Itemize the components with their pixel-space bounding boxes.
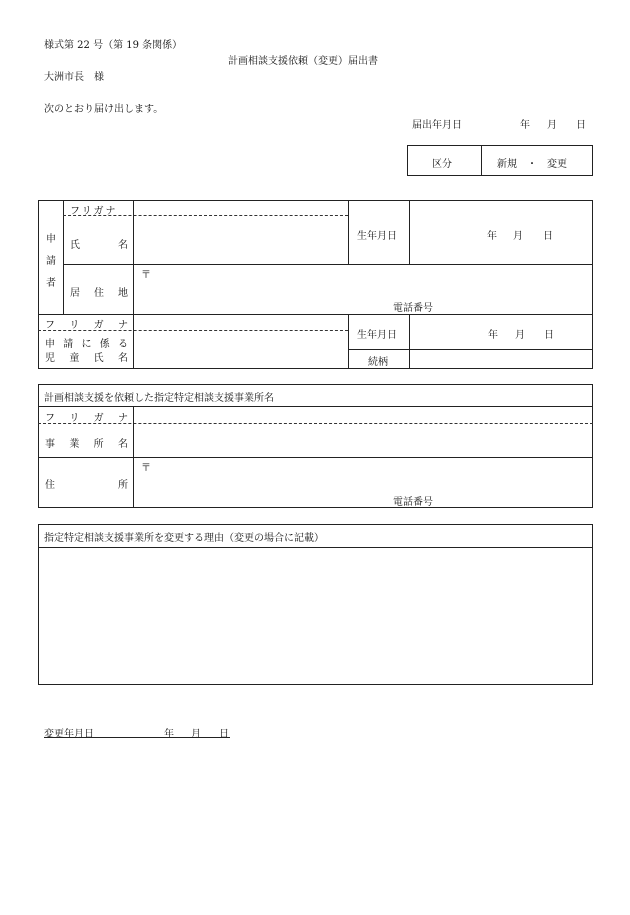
office-name-label: 事 業 所 名 (45, 439, 128, 450)
reason-text-field[interactable] (40, 549, 590, 683)
child-furigana-field[interactable] (135, 315, 346, 329)
applicant-birth-day[interactable]: 日 (543, 231, 553, 242)
change-date-label: 変更年月日 (44, 729, 94, 740)
applicant-group-char-1: 申 (46, 234, 56, 245)
office-furigana-label: フ リ ガ ナ (45, 413, 128, 424)
applicant-birth-label: 生年月日 (357, 231, 397, 242)
change-date-month[interactable]: 月 (191, 729, 201, 740)
office-furigana-field[interactable] (135, 408, 591, 422)
intro-text: 次のとおり届け出します。 (44, 104, 164, 115)
applicant-group-char-2: 請 (46, 256, 56, 267)
applicant-postal-mark: 〒 (141, 270, 151, 281)
submission-date-day[interactable]: 日 (576, 120, 586, 131)
office-header: 計画相談支援を依頼した指定特定相談支援事業所名 (44, 393, 274, 404)
child-name-field[interactable] (135, 332, 346, 368)
applicant-address-field[interactable] (155, 266, 585, 296)
change-date-year[interactable]: 年 (164, 729, 174, 740)
applicant-name-field[interactable] (135, 217, 346, 263)
addressee: 大洲市長 様 (44, 72, 104, 83)
applicant-birth-year[interactable]: 年 (487, 231, 497, 242)
child-relation-field[interactable] (411, 351, 591, 367)
office-name-field[interactable] (135, 425, 591, 456)
child-name-label-line1: 申 請 に 係 る (45, 339, 128, 350)
document-title: 計画相談支援依頼（変更）届出書 (228, 56, 378, 67)
applicant-address-label: 居 住 地 (70, 288, 128, 299)
child-birth-month[interactable]: 月 (515, 330, 525, 341)
submission-date-month[interactable]: 月 (547, 120, 557, 131)
reason-header: 指定特定相談支援事業所を変更する理由（変更の場合に記載） (44, 533, 324, 544)
child-birth-label: 生年月日 (357, 330, 397, 341)
kubun-options[interactable]: 新規 ・ 変更 (497, 159, 567, 170)
child-birth-year[interactable]: 年 (488, 330, 498, 341)
change-date-day[interactable]: 日 (219, 729, 229, 740)
applicant-furigana-field[interactable] (135, 201, 346, 214)
form-number: 様式第 22 号（第 19 条関係） (44, 40, 183, 51)
applicant-birth-month[interactable]: 月 (513, 231, 523, 242)
submission-date-label: 届出年月日 (412, 120, 462, 131)
child-birth-day[interactable]: 日 (544, 330, 554, 341)
change-date-underline (44, 737, 230, 738)
applicant-name-label: 氏 名 (70, 240, 128, 251)
applicant-group-char-3: 者 (46, 278, 56, 289)
child-name-label-line2: 児 童 氏 名 (45, 353, 128, 364)
child-furigana-label: フ リ ガ ナ (45, 320, 128, 331)
child-relation-label: 続柄 (368, 357, 388, 368)
office-phone-label: 電話番号 (393, 497, 433, 508)
applicant-phone-label: 電話番号 (393, 303, 433, 314)
office-address-field[interactable] (155, 459, 585, 489)
office-address-label: 住 所 (45, 480, 128, 491)
submission-date-year[interactable]: 年 (520, 120, 530, 131)
kubun-label: 区分 (432, 159, 452, 170)
applicant-furigana-label: フリガナ (70, 206, 118, 217)
office-postal-mark: 〒 (141, 463, 151, 474)
